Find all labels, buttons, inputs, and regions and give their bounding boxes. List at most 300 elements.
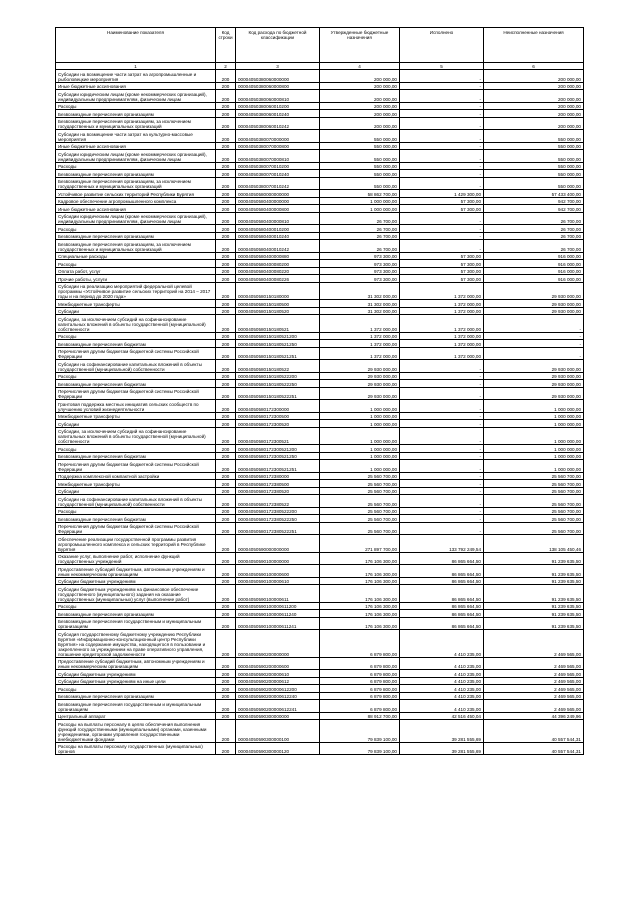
row-indicator-name: Прочие работы, услуги: [56, 275, 216, 283]
row-budget-code: 00004050380060000000: [236, 70, 320, 83]
table-row: [56, 387, 584, 400]
table-row: [56, 340, 584, 348]
row-indicator-name: Центральный аппарат: [56, 712, 216, 720]
row-remaining-amount: 138 105 450,46: [484, 535, 584, 553]
row-indicator-name: Безвозмездные перечисления бюджетам: [56, 452, 216, 460]
row-budget-code: 00004050380060010200: [236, 102, 320, 110]
table-row: [56, 110, 584, 118]
row-remaining-amount: 44 396 249,96: [484, 712, 584, 720]
row-approved-amount: 1 372 000,00: [320, 315, 400, 333]
row-line-code: 200: [216, 110, 236, 118]
row-remaining-amount: 26 700,00: [484, 232, 584, 240]
table-row: [56, 102, 584, 110]
row-remaining-amount: 2 469 565,00: [484, 630, 584, 658]
row-line-code: 200: [216, 260, 236, 268]
row-approved-amount: 176 106 300,00: [320, 585, 400, 603]
row-executed-amount: -: [400, 130, 484, 143]
row-budget-code: 00004050580400000880: [236, 252, 320, 260]
row-indicator-name: Безвозмездные перечисления организациям: [56, 170, 216, 178]
row-budget-code: 00004050590200000610: [236, 670, 320, 678]
row-line-code: 200: [216, 82, 236, 90]
row-remaining-amount: 200 000,00: [484, 117, 584, 130]
row-remaining-amount: 25 560 700,00: [484, 480, 584, 488]
row-executed-amount: 86 865 664,50: [400, 577, 484, 585]
row-line-code: 200: [216, 657, 236, 670]
row-approved-amount: 973 300,00: [320, 260, 400, 268]
row-approved-amount: 25 560 700,00: [320, 480, 400, 488]
row-indicator-name: Расходы: [56, 507, 216, 515]
row-approved-amount: 1 000 000,00: [320, 420, 400, 428]
row-budget-code: 00004050580150180521: [236, 315, 320, 333]
table-row: [56, 130, 584, 143]
row-indicator-name: Перечисления другим бюджетам бюджетной системы Российской Федерации: [56, 347, 216, 360]
row-executed-amount: -: [400, 102, 484, 110]
row-remaining-amount: 916 000,00: [484, 275, 584, 283]
table-row: [56, 347, 584, 360]
row-line-code: 200: [216, 70, 236, 83]
row-line-code: 200: [216, 700, 236, 713]
header-executed: Исполнено: [400, 28, 484, 63]
row-approved-amount: 26 700,00: [320, 240, 400, 253]
row-executed-amount: 4 410 235,00: [400, 630, 484, 658]
row-line-code: 200: [216, 460, 236, 473]
row-executed-amount: 1 372 000,00: [400, 300, 484, 308]
row-line-code: 200: [216, 420, 236, 428]
row-budget-code: 00004050580150180520: [236, 307, 320, 315]
row-remaining-amount: 29 930 000,00: [484, 307, 584, 315]
table-row: [56, 602, 584, 610]
row-budget-code: 00004050580400000810: [236, 212, 320, 225]
header-line-code: Код строки: [216, 28, 236, 63]
row-line-code: 200: [216, 232, 236, 240]
row-approved-amount: 176 106 300,00: [320, 552, 400, 565]
table-row: [56, 692, 584, 700]
row-approved-amount: 550 000,00: [320, 177, 400, 190]
row-line-code: 200: [216, 685, 236, 693]
row-executed-amount: -: [400, 412, 484, 420]
row-approved-amount: 29 930 000,00: [320, 387, 400, 400]
row-approved-amount: 550 000,00: [320, 162, 400, 170]
row-remaining-amount: 2 469 565,00: [484, 670, 584, 678]
row-budget-code: 00004050590200000612200: [236, 685, 320, 693]
row-budget-code: 00004050590100000600: [236, 565, 320, 578]
table-row: [56, 177, 584, 190]
table-row: [56, 577, 584, 585]
table-row: [56, 70, 584, 83]
row-indicator-name: Субсидии бюджетным учреждениям на финансовое обеспечение государственного (муниципального) задания на оказание государственных (муниципальных) услуг (выполнение работ): [56, 585, 216, 603]
row-indicator-name: Поддержка комплексной компактной застройки: [56, 472, 216, 480]
row-remaining-amount: 2 469 565,00: [484, 685, 584, 693]
table-row: [56, 90, 584, 103]
row-line-code: 200: [216, 692, 236, 700]
column-number: 4: [320, 63, 400, 70]
row-executed-amount: 4 410 235,00: [400, 657, 484, 670]
row-line-code: 200: [216, 480, 236, 488]
column-number: 2: [216, 63, 236, 70]
row-line-code: 200: [216, 225, 236, 233]
row-remaining-amount: 2 469 565,00: [484, 677, 584, 685]
table-row: [56, 472, 584, 480]
row-approved-amount: 200 000,00: [320, 82, 400, 90]
row-budget-code: 00004050580150180521250: [236, 340, 320, 348]
row-indicator-name: Расходы: [56, 372, 216, 380]
row-remaining-amount: 916 000,00: [484, 267, 584, 275]
row-executed-amount: -: [400, 452, 484, 460]
row-approved-amount: 26 700,00: [320, 212, 400, 225]
row-indicator-name: Межбюджетные трансферты: [56, 480, 216, 488]
row-line-code: 200: [216, 142, 236, 150]
row-approved-amount: 1 000 000,00: [320, 205, 400, 213]
table-header-row: [56, 28, 584, 63]
row-line-code: 200: [216, 130, 236, 143]
row-indicator-name: Субсидии бюджетным учреждениям: [56, 670, 216, 678]
row-executed-amount: 1 372 000,00: [400, 282, 484, 300]
row-budget-code: 00004050580172300520: [236, 420, 320, 428]
row-approved-amount: 79 839 100,00: [320, 720, 400, 743]
row-line-code: 200: [216, 360, 236, 373]
row-indicator-name: Субсидии: [56, 420, 216, 428]
row-executed-amount: 4 410 235,00: [400, 685, 484, 693]
row-line-code: 200: [216, 380, 236, 388]
row-remaining-amount: 91 239 635,50: [484, 617, 584, 630]
row-approved-amount: 25 560 700,00: [320, 522, 400, 535]
row-indicator-name: Оказание услуг, выполнение работ, исполнение функций государственных учреждений: [56, 552, 216, 565]
table-row: [56, 162, 584, 170]
row-line-code: 200: [216, 117, 236, 130]
row-remaining-amount: 26 700,00: [484, 225, 584, 233]
budget-execution-table: [55, 27, 584, 755]
row-remaining-amount: 29 930 000,00: [484, 360, 584, 373]
table-row: [56, 420, 584, 428]
row-budget-code: 00004050380070000810: [236, 150, 320, 163]
row-executed-amount: 42 516 450,04: [400, 712, 484, 720]
row-budget-code: 00004050590100000611240: [236, 610, 320, 618]
row-executed-amount: -: [400, 225, 484, 233]
row-executed-amount: -: [400, 240, 484, 253]
row-line-code: 200: [216, 495, 236, 508]
row-remaining-amount: 1 000 000,00: [484, 460, 584, 473]
row-approved-amount: 79 839 100,00: [320, 742, 400, 755]
row-executed-amount: -: [400, 170, 484, 178]
row-approved-amount: 973 300,00: [320, 267, 400, 275]
table-row: [56, 630, 584, 658]
row-executed-amount: 57 300,00: [400, 252, 484, 260]
row-indicator-name: Безвозмездные перечисления бюджетам: [56, 340, 216, 348]
row-approved-amount: 1 000 000,00: [320, 197, 400, 205]
row-budget-code: 00004050580172380522200: [236, 507, 320, 515]
row-approved-amount: 58 862 700,00: [320, 190, 400, 198]
table-row: [56, 427, 584, 445]
row-approved-amount: 1 372 000,00: [320, 340, 400, 348]
row-executed-amount: -: [400, 232, 484, 240]
row-remaining-amount: 91 239 635,50: [484, 610, 584, 618]
row-line-code: 200: [216, 307, 236, 315]
row-indicator-name: Безвозмездные перечисления бюджетам: [56, 515, 216, 523]
row-approved-amount: 29 930 000,00: [320, 360, 400, 373]
row-line-code: 200: [216, 372, 236, 380]
column-number: 3: [236, 63, 320, 70]
row-line-code: 200: [216, 602, 236, 610]
row-executed-amount: -: [400, 445, 484, 453]
row-indicator-name: Предоставление субсидий бюджетным, автономным учреждениям и иным некоммерческим организациям: [56, 565, 216, 578]
row-indicator-name: Безвозмездные перечисления организациям, за исключением государственных и муниципальных организаций: [56, 117, 216, 130]
row-indicator-name: Расходы: [56, 162, 216, 170]
row-executed-amount: 4 410 235,00: [400, 692, 484, 700]
row-remaining-amount: 25 560 700,00: [484, 515, 584, 523]
table-row: [56, 515, 584, 523]
row-remaining-amount: 25 560 700,00: [484, 522, 584, 535]
table-row: [56, 480, 584, 488]
row-line-code: 200: [216, 275, 236, 283]
row-approved-amount: 25 560 700,00: [320, 472, 400, 480]
row-executed-amount: -: [400, 150, 484, 163]
row-remaining-amount: 57 433 400,00: [484, 190, 584, 198]
row-approved-amount: 550 000,00: [320, 142, 400, 150]
row-executed-amount: 1 372 000,00: [400, 340, 484, 348]
row-indicator-name: Иные бюджетные ассигнования: [56, 205, 216, 213]
row-indicator-name: Расходы: [56, 685, 216, 693]
header-indicator-name: Наименование показателя: [56, 28, 216, 63]
table-row: [56, 685, 584, 693]
row-indicator-name: Расходы: [56, 445, 216, 453]
row-executed-amount: 4 410 235,00: [400, 700, 484, 713]
row-executed-amount: -: [400, 387, 484, 400]
row-budget-code: 00004050580400010200: [236, 225, 320, 233]
row-line-code: 200: [216, 300, 236, 308]
row-indicator-name: Предоставление субсидий бюджетным, автономным учреждениям и иным некоммерческим организациям: [56, 657, 216, 670]
row-approved-amount: 6 879 800,00: [320, 692, 400, 700]
table-row: [56, 307, 584, 315]
row-approved-amount: 1 000 000,00: [320, 400, 400, 413]
row-budget-code: 00004050590100000611: [236, 585, 320, 603]
row-budget-code: 00004050380060010242: [236, 117, 320, 130]
row-executed-amount: -: [400, 420, 484, 428]
row-indicator-name: Оплата работ, услуг: [56, 267, 216, 275]
row-budget-code: 00004050590100000611200: [236, 602, 320, 610]
row-line-code: 200: [216, 487, 236, 495]
row-indicator-name: Безвозмездные перечисления организациям: [56, 610, 216, 618]
row-approved-amount: 973 300,00: [320, 252, 400, 260]
row-budget-code: 00004050580172300521250: [236, 452, 320, 460]
table-row: [56, 610, 584, 618]
row-remaining-amount: -: [484, 315, 584, 333]
row-executed-amount: 57 300,00: [400, 275, 484, 283]
table-row: [56, 260, 584, 268]
row-line-code: 200: [216, 720, 236, 743]
row-executed-amount: -: [400, 142, 484, 150]
table-row: [56, 380, 584, 388]
row-approved-amount: 1 000 000,00: [320, 427, 400, 445]
table-row: [56, 657, 584, 670]
row-remaining-amount: -: [484, 347, 584, 360]
row-line-code: 200: [216, 332, 236, 340]
table-row: [56, 282, 584, 300]
row-indicator-name: Субсидии на софинансирование капитальных вложений в объекты государственной (муниципальной) собственности: [56, 360, 216, 373]
row-remaining-amount: 550 000,00: [484, 142, 584, 150]
row-executed-amount: 57 300,00: [400, 260, 484, 268]
row-line-code: 200: [216, 742, 236, 755]
table-row: [56, 332, 584, 340]
row-executed-amount: 1 372 000,00: [400, 347, 484, 360]
row-line-code: 200: [216, 515, 236, 523]
row-budget-code: 00004050590100000611241: [236, 617, 320, 630]
row-budget-code: 00004050580400080200: [236, 260, 320, 268]
row-indicator-name: Устойчивое развитие сельских территорий Республики Бурятия: [56, 190, 216, 198]
row-executed-amount: -: [400, 460, 484, 473]
row-remaining-amount: 91 239 635,50: [484, 602, 584, 610]
table-row: [56, 677, 584, 685]
row-line-code: 200: [216, 102, 236, 110]
row-indicator-name: Расходы: [56, 102, 216, 110]
row-remaining-amount: 1 000 000,00: [484, 427, 584, 445]
row-remaining-amount: 200 000,00: [484, 110, 584, 118]
row-approved-amount: 88 912 700,00: [320, 712, 400, 720]
row-line-code: 200: [216, 177, 236, 190]
row-indicator-name: Межбюджетные трансферты: [56, 412, 216, 420]
row-budget-code: 00004050580000000000: [236, 190, 320, 198]
row-remaining-amount: 1 000 000,00: [484, 412, 584, 420]
row-remaining-amount: 1 000 000,00: [484, 420, 584, 428]
row-approved-amount: 200 000,00: [320, 117, 400, 130]
row-line-code: 200: [216, 400, 236, 413]
row-approved-amount: 550 000,00: [320, 130, 400, 143]
row-approved-amount: 271 897 700,00: [320, 535, 400, 553]
row-line-code: 200: [216, 170, 236, 178]
row-line-code: 200: [216, 552, 236, 565]
row-budget-code: 00004050580172380522: [236, 495, 320, 508]
row-approved-amount: 6 879 800,00: [320, 685, 400, 693]
row-remaining-amount: 29 930 000,00: [484, 387, 584, 400]
row-approved-amount: 6 879 800,00: [320, 657, 400, 670]
table-row: [56, 507, 584, 515]
row-remaining-amount: 25 560 700,00: [484, 495, 584, 508]
table-row: [56, 617, 584, 630]
row-executed-amount: 86 865 664,50: [400, 565, 484, 578]
row-budget-code: 00004050580400000000: [236, 197, 320, 205]
table-row: [56, 190, 584, 198]
row-line-code: 200: [216, 150, 236, 163]
row-executed-amount: -: [400, 90, 484, 103]
row-line-code: 200: [216, 712, 236, 720]
row-remaining-amount: 942 700,00: [484, 197, 584, 205]
row-approved-amount: 550 000,00: [320, 170, 400, 178]
table-row: [56, 117, 584, 130]
row-budget-code: 00004050590200000600: [236, 657, 320, 670]
row-indicator-name: Безвозмездные перечисления государственным и муниципальным организациям: [56, 700, 216, 713]
row-line-code: 200: [216, 472, 236, 480]
row-line-code: 200: [216, 387, 236, 400]
row-executed-amount: 4 410 235,00: [400, 677, 484, 685]
row-budget-code: 00004050580400010242: [236, 240, 320, 253]
row-budget-code: 00004050580172300521200: [236, 445, 320, 453]
row-budget-code: 00004050580172380000: [236, 472, 320, 480]
table-row: [56, 315, 584, 333]
row-budget-code: 00004050590200000612240: [236, 692, 320, 700]
row-executed-amount: -: [400, 515, 484, 523]
row-remaining-amount: 29 930 000,00: [484, 380, 584, 388]
row-remaining-amount: 200 000,00: [484, 90, 584, 103]
table-row: [56, 565, 584, 578]
table-row: [56, 412, 584, 420]
row-indicator-name: Расходы: [56, 260, 216, 268]
row-executed-amount: 39 281 555,69: [400, 742, 484, 755]
row-remaining-amount: 91 239 635,50: [484, 577, 584, 585]
table-row: [56, 712, 584, 720]
row-indicator-name: Иные бюджетные ассигнования: [56, 82, 216, 90]
row-budget-code: 00004050580172380500: [236, 480, 320, 488]
row-remaining-amount: 1 000 000,00: [484, 445, 584, 453]
row-line-code: 200: [216, 347, 236, 360]
row-executed-amount: -: [400, 495, 484, 508]
row-executed-amount: 1 429 300,00: [400, 190, 484, 198]
row-line-code: 200: [216, 507, 236, 515]
row-executed-amount: -: [400, 380, 484, 388]
row-remaining-amount: 942 700,00: [484, 205, 584, 213]
row-remaining-amount: 26 700,00: [484, 240, 584, 253]
row-approved-amount: 176 106 300,00: [320, 565, 400, 578]
row-budget-code: 00004050580150180522: [236, 360, 320, 373]
table-row: [56, 170, 584, 178]
row-executed-amount: -: [400, 472, 484, 480]
row-executed-amount: 1 372 000,00: [400, 307, 484, 315]
row-indicator-name: Безвозмездные перечисления бюджетам: [56, 380, 216, 388]
row-executed-amount: 86 865 664,50: [400, 617, 484, 630]
row-budget-code: 00004050580172380522250: [236, 515, 320, 523]
row-indicator-name: Межбюджетные трансферты: [56, 300, 216, 308]
row-budget-code: 00004050580400000800: [236, 205, 320, 213]
table-row: [56, 240, 584, 253]
table-row: [56, 445, 584, 453]
row-line-code: 200: [216, 630, 236, 658]
row-budget-code: 00004050590100000000: [236, 552, 320, 565]
row-budget-code: 00004050580400010240: [236, 232, 320, 240]
row-approved-amount: 25 560 700,00: [320, 487, 400, 495]
row-approved-amount: 1 000 000,00: [320, 412, 400, 420]
row-budget-code: 00004050580172380520: [236, 487, 320, 495]
row-indicator-name: Грантовая поддержка местных инициатив сельских сообществ по улучшению условий жизнедеятельности: [56, 400, 216, 413]
row-indicator-name: Субсидии на реализацию мероприятий федеральной целевой программы «Устойчивое развитие сельских территорий на 2014 – 2017 годы и на период до 2020 года»: [56, 282, 216, 300]
row-indicator-name: Субсидии, за исключением субсидий на софинансирование капитальных вложений в объекты государственной (муниципальной) собственности: [56, 315, 216, 333]
row-remaining-amount: -: [484, 332, 584, 340]
row-indicator-name: Безвозмездные перечисления организациям: [56, 232, 216, 240]
row-executed-amount: -: [400, 427, 484, 445]
row-remaining-amount: 1 000 000,00: [484, 400, 584, 413]
row-indicator-name: Обеспечение реализации государственной программы развития агропромышленного комплекса и сельских территорий в Республике Бурятия: [56, 535, 216, 553]
row-approved-amount: 26 700,00: [320, 232, 400, 240]
row-executed-amount: -: [400, 117, 484, 130]
row-remaining-amount: 2 469 565,00: [484, 657, 584, 670]
row-executed-amount: -: [400, 507, 484, 515]
row-line-code: 200: [216, 610, 236, 618]
table-row: [56, 82, 584, 90]
row-budget-code: 00004050380060010240: [236, 110, 320, 118]
row-line-code: 200: [216, 90, 236, 103]
row-approved-amount: 550 000,00: [320, 150, 400, 163]
table-row: [56, 720, 584, 743]
row-approved-amount: 6 879 800,00: [320, 670, 400, 678]
row-line-code: 200: [216, 205, 236, 213]
table-row: [56, 360, 584, 373]
row-approved-amount: 6 879 800,00: [320, 677, 400, 685]
row-approved-amount: 25 560 700,00: [320, 507, 400, 515]
row-budget-code: 00004050580150180522250: [236, 380, 320, 388]
row-indicator-name: Субсидии юридическим лицам (кроме некоммерческих организаций), индивидуальным предпринимателям, физическим лицам: [56, 90, 216, 103]
row-approved-amount: 176 106 300,00: [320, 577, 400, 585]
table-row: [56, 495, 584, 508]
row-indicator-name: Безвозмездные перечисления организациям, за исключением государственных и муниципальных организаций: [56, 240, 216, 253]
row-approved-amount: 25 560 700,00: [320, 515, 400, 523]
row-budget-code: 00004050580172300000: [236, 400, 320, 413]
